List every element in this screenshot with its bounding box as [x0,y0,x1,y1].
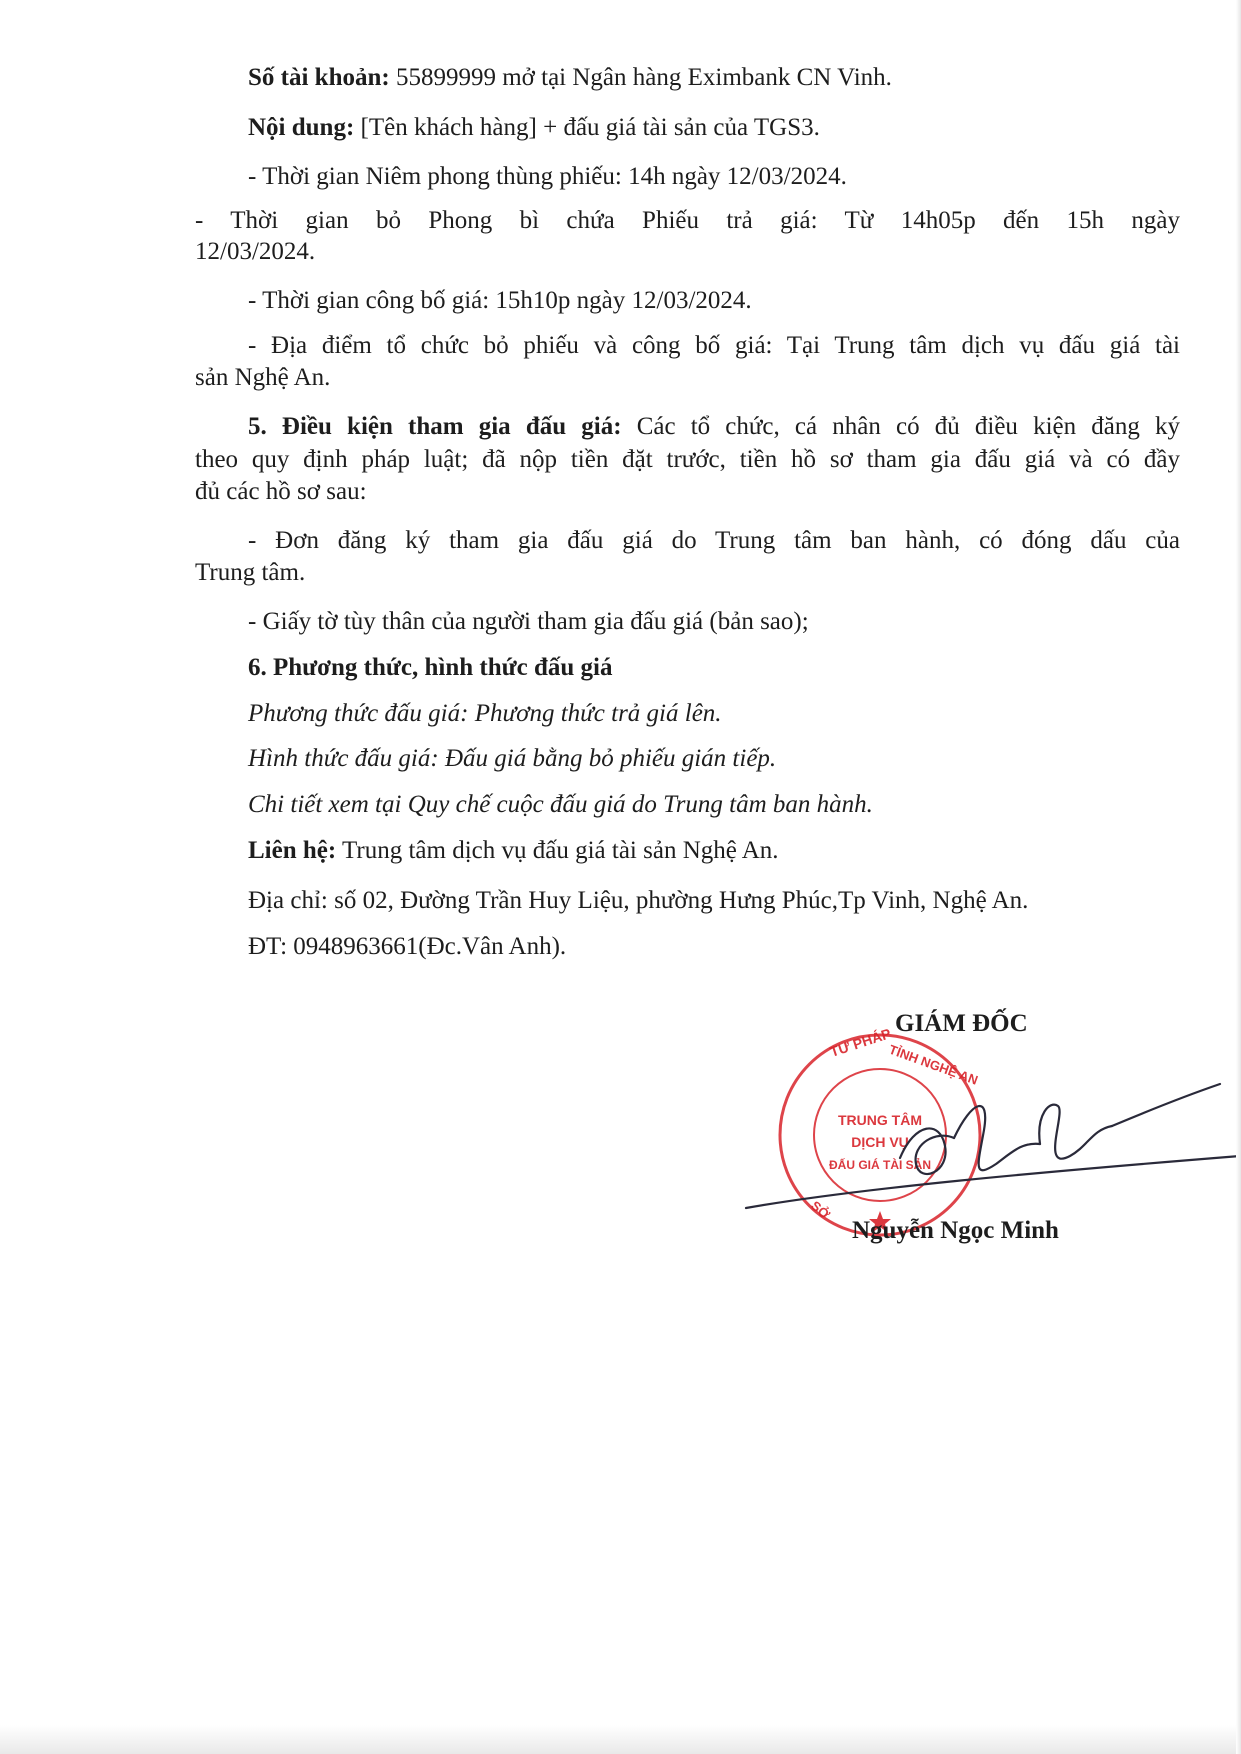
contact-label: Liên hệ: [248,837,337,864]
stamp-center-line-2: DỊCH VỤ [851,1134,909,1150]
contact-line [248,834,779,868]
contact-text: Trung tâm dịch vụ đấu giá tài sản Nghệ An. [336,837,779,864]
section6-title: 6. Phương thức, hình thức đấu giá [248,654,613,681]
content-line [248,111,820,145]
venue-line-1: - Địa điểm tổ chức bỏ phiếu và công bố giá: Tại Trung tâm dịch vụ đấu giá tài [248,332,1180,359]
content-label: Nội dung: [248,114,355,141]
signatory-name: Nguyễn Ngọc Minh [852,1217,1059,1244]
form-line-1: - Đơn đăng ký tham gia đấu giá do Trung tâm ban hành, có đóng dấu của [248,527,1180,554]
section5-label: 5. Điều kiện tham gia đấu giá: [248,413,622,440]
stamp-ring-text-left: TƯ PHÁP [827,1025,893,1060]
stamp-ring-text-bottom: SỞ [808,1197,833,1223]
id-docs-line: - Giấy tờ tùy thân của người tham gia đấu giá (bản sao); [248,608,809,635]
envelope-time-line-2: 12/03/2024. [195,238,316,265]
scan-bottom-edge [0,1725,1241,1754]
form-type-line: Hình thức đấu giá: Đấu giá bằng bỏ phiếu gián tiếp. [248,745,777,772]
seal-time-line: - Thời gian Niêm phong thùng phiếu: 14h ngày 12/03/2024. [248,163,847,190]
section5-line-1 [248,410,1180,444]
stamp-center-line-3: ĐẤU GIÁ TÀI SẢN [829,1158,931,1172]
scan-right-edge [1236,0,1241,1754]
handwritten-signature [740,1060,1241,1230]
content-text: [Tên khách hàng] + đấu giá tài sản của TGS3. [354,114,820,141]
announce-time-line: - Thời gian công bố giá: 15h10p ngày 12/03/2024. [248,287,752,314]
address-line: Địa chỉ: số 02, Đường Trần Huy Liệu, phường Hưng Phúc,Tp Vinh, Nghệ An. [248,887,1029,914]
stamp-center-line-1: TRUNG TÂM [838,1112,922,1128]
venue-line-2: sản Nghệ An. [195,364,331,391]
signature-title: GIÁM ĐỐC [895,1010,1028,1037]
account-text: 55899999 mở tại Ngân hàng Eximbank CN Vinh. [389,64,892,91]
method-line: Phương thức đấu giá: Phương thức trả giá lên. [248,700,722,727]
envelope-time-line-1: - Thời gian bỏ Phong bì chứa Phiếu trả giá: Từ 14h05p đến 15h ngày [195,207,1180,234]
phone-line: ĐT: 0948963661(Đc.Vân Anh). [248,933,567,960]
account-label: Số tài khoản: [248,64,390,91]
form-line-2: Trung tâm. [195,559,306,586]
section5-line-2: theo quy định pháp luật; đã nộp tiền đặt trước, tiền hồ sơ tham gia đấu giá và có đầy [195,446,1180,473]
stamp-ring-text-right: TỈNH NGHỆ AN [886,1041,980,1088]
account-line [248,61,892,95]
section5-line-3: đủ các hồ sơ sau: [195,478,367,505]
details-line: Chi tiết xem tại Quy chế cuộc đấu giá do Trung tâm ban hành. [248,791,873,818]
section5-text-1: Các tổ chức, cá nhân có đủ điều kiện đăng ký [621,413,1180,440]
